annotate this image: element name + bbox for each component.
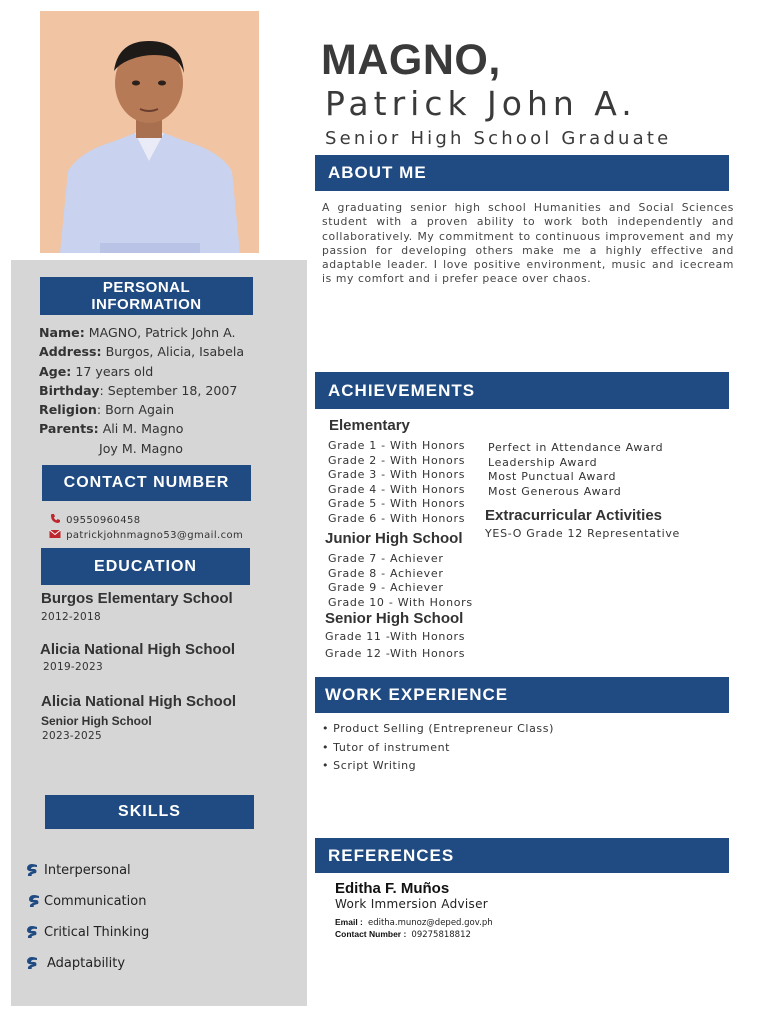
address-value: Burgos, Alicia, Isabela	[105, 344, 245, 360]
junior-item: Grade 10 - With Honors	[328, 595, 473, 609]
award-item: Perfect in Attendance Award	[488, 441, 664, 454]
awards-list	[488, 441, 663, 499]
work-item: • Script Writing	[322, 759, 417, 772]
parent2-value: Joy M. Magno	[99, 440, 184, 456]
contact-title: CONTACT NUMBER	[42, 465, 251, 501]
award-item: Most Generous Award	[488, 484, 622, 498]
skills-title: SKILLS	[45, 795, 254, 829]
school-3-name: Alicia National High School	[41, 693, 237, 710]
skill-2: Communication	[44, 894, 147, 909]
reference-contact: 09275818812	[411, 930, 471, 940]
last-name: MAGNO,	[321, 36, 501, 84]
junior-item: Grade 7 - Achiever	[328, 552, 444, 565]
age-label: Age:	[39, 363, 72, 379]
about-text: A graduating senior high school Humanities and Social Sciences student with a proven ability to work both independently and collaboratively. My commitment to continuous improvement and my passion for developing others make me a highly effective and adaptable leader. I love positive environment, music and icecream is my comfort and i prefer peace over chaos.	[322, 201, 734, 286]
elementary-item: Grade 3 - With Honors	[328, 468, 466, 482]
school-2-years: 2019-2023	[43, 661, 103, 673]
person-illustration	[40, 11, 259, 253]
contact-email-row	[49, 523, 243, 542]
school-1-years: 2012-2018	[41, 611, 101, 623]
skill-bullet-icon	[24, 924, 40, 940]
achievements-title: ACHIEVEMENTS	[315, 372, 729, 409]
religion-label: Religion	[39, 402, 97, 418]
about-title: ABOUT ME	[315, 155, 729, 191]
personal-info-title-line1: PERSONAL	[102, 279, 191, 296]
phone-value: 09550960458	[66, 515, 141, 526]
mail-icon	[49, 528, 61, 539]
personal-address-row	[39, 342, 244, 361]
elementary-item: Grade 2 - With Honors	[328, 453, 466, 467]
elementary-list	[328, 439, 465, 527]
senior-item: Grade 12 -With Honors	[325, 647, 466, 660]
age-value: 17 years old	[75, 363, 154, 379]
school-3-years: 2023-2025	[42, 730, 102, 742]
reference-contact-row	[335, 922, 471, 941]
elementary-item: Grade 1 - With Honors	[328, 439, 466, 452]
name-label: Name:	[39, 325, 85, 340]
work-title: WORK EXPERIENCE	[315, 677, 729, 713]
religion-value: : Born Again	[96, 402, 175, 418]
references-title: REFERENCES	[315, 838, 729, 873]
award-item: Leadership Award	[488, 455, 598, 469]
name-value: MAGNO, Patrick John A.	[88, 325, 236, 340]
reference-email-label: Email :	[335, 917, 363, 927]
skill-bullet-icon	[24, 862, 40, 878]
school-3-level: Senior High School	[41, 714, 152, 728]
personal-religion-row	[39, 400, 244, 419]
profile-photo	[40, 11, 259, 253]
junior-title: Junior High School	[325, 530, 463, 547]
reference-email[interactable]: editha.munoz@deped.gov.ph	[367, 918, 493, 928]
award-item: Most Punctual Award	[488, 470, 617, 484]
personal-birthday-row	[39, 381, 244, 400]
email-value[interactable]: patrickjohnmagno53@gmail.com	[66, 530, 244, 541]
skill-4: Adaptability	[47, 956, 126, 971]
personal-info-title	[40, 277, 253, 315]
parents-label: Parents:	[39, 421, 99, 437]
birthday-label: Birthday	[39, 382, 100, 398]
school-2-name: Alicia National High School	[40, 641, 236, 658]
senior-title: Senior High School	[325, 610, 464, 627]
reference-role: Work Immersion Adviser	[335, 897, 489, 911]
personal-info-list	[39, 323, 244, 458]
school-1-name: Burgos Elementary School	[41, 590, 233, 607]
address-label: Address:	[39, 344, 102, 360]
elementary-item: Grade 5 - With Honors	[328, 497, 466, 511]
elementary-title: Elementary	[329, 417, 410, 434]
extracurricular-title: Extracurricular Activities	[485, 507, 663, 524]
extracurricular-item: YES-O Grade 12 Representative	[485, 527, 681, 540]
subtitle: Senior High School Graduate	[325, 128, 672, 149]
elementary-item: Grade 4 - With Honors	[328, 482, 466, 496]
personal-name-row	[39, 323, 244, 342]
skill-1: Interpersonal	[44, 863, 131, 878]
personal-info-title-line2: INFORMATION	[91, 296, 202, 313]
elementary-item: Grade 6 - With Honors	[328, 511, 466, 525]
personal-age-row	[39, 362, 244, 381]
skill-3: Critical Thinking	[44, 925, 150, 940]
junior-item: Grade 9 - Achiever	[328, 581, 444, 595]
work-item: • Product Selling (Entrepreneur Class)	[322, 722, 554, 735]
work-item: • Tutor of instrument	[322, 740, 451, 754]
skill-bullet-icon	[26, 893, 42, 909]
junior-list	[328, 552, 473, 610]
parent1-value: Ali M. Magno	[102, 421, 184, 437]
birthday-value: : September 18, 2007	[99, 382, 238, 398]
junior-item: Grade 8 - Achiever	[328, 566, 444, 580]
personal-parents-row	[39, 419, 244, 438]
personal-parent2-row	[39, 439, 244, 458]
education-title: EDUCATION	[41, 548, 250, 585]
first-name: Patrick John A.	[325, 84, 637, 123]
work-list	[322, 720, 554, 776]
skill-bullet-icon	[24, 955, 40, 971]
senior-item: Grade 11 -With Honors	[325, 630, 466, 643]
reference-contact-label: Contact Number :	[335, 929, 407, 939]
reference-name: Editha F. Muños	[335, 880, 450, 897]
